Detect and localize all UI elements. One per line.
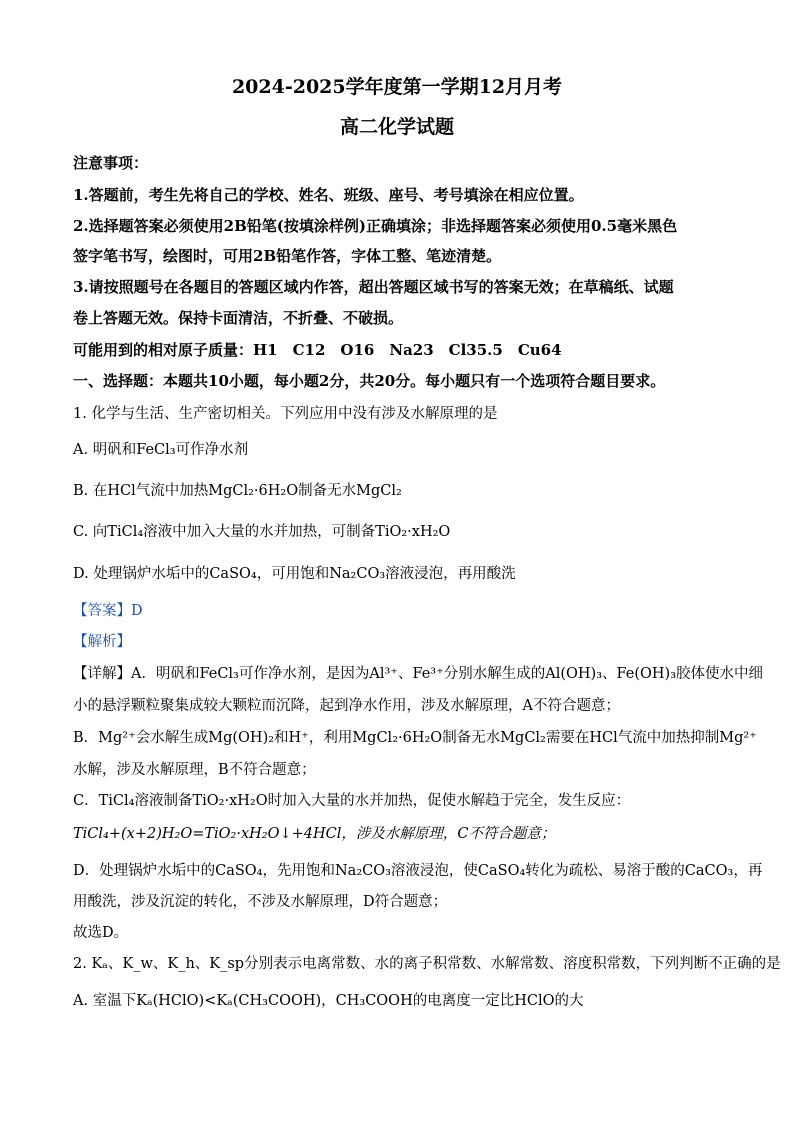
q1-option-b: B. 在HCl气流中加热MgCl₂·6H₂O制备无水MgCl₂ bbox=[73, 483, 402, 499]
q1-analysis-line: C．TiCl₄溶液制备TiO₂·xH₂O时加入大量的水并加热，促使水解趋于完全，发生反应： bbox=[73, 793, 631, 809]
q1-option-c: C. 向TiCl₄溶液中加入大量的水并加热，可制备TiO₂·xH₂O bbox=[73, 524, 451, 540]
notice-item-2: 2.选择题答案必须使用2B铅笔(按填涂样例)正确填涂；非选择题答案必须使用0.5毫米黑色 bbox=[73, 217, 678, 235]
q1-conclusion: 故选D。 bbox=[73, 925, 129, 941]
section-heading: 一、选择题：本题共10小题，每小题2分，共20分。每小题只有一个选项符合题目要求。 bbox=[73, 372, 666, 390]
q1-analysis-line: D．处理锅炉水垢中的CaSO₄，先用饱和Na₂CO₃溶液浸泡，使CaSO₄转化为疏松、易溶于酸的CaCO₃，再 bbox=[73, 863, 763, 879]
notice-item-3: 3.请按照题号在各题目的答题区域内作答，超出答题区域书写的答案无效；在草稿纸、试题 bbox=[73, 278, 674, 296]
exam-title: 2024-2025学年度第一学期12月月考 bbox=[231, 76, 563, 98]
q2-option-a: A. 室温下Kₐ(HClO)<Kₐ(CH₃COOH)，CH₃COOH的电离度一定比HClO的大 bbox=[73, 993, 584, 1009]
q1-analysis-line: 【详解】A．明矾和FeCl₃可作净水剂，是因为Al³⁺、Fe³⁺分别水解生成的Al(OH)₃、Fe(OH)₃胶体使水中细 bbox=[73, 666, 764, 682]
q1-answer: 【答案】D bbox=[73, 603, 143, 619]
notice-heading: 注意事项： bbox=[73, 154, 149, 172]
q1-option-d: D. 处理锅炉水垢中的CaSO₄，可用饱和Na₂CO₃溶液浸泡，再用酸洗 bbox=[73, 566, 516, 582]
q1-analysis-label: 【解析】 bbox=[73, 634, 131, 650]
exam-subtitle: 高二化学试题 bbox=[339, 116, 454, 138]
q1-analysis-equation: TiCl₄+(x+2)H₂O=TiO₂·xH₂O↓+4HCl，涉及水解原理，C不符合题意； bbox=[73, 826, 556, 842]
notice-item-2-cont: 签字笔书写，绘图时，可用2B铅笔作答，字体工整、笔迹清楚。 bbox=[73, 247, 502, 265]
q1-analysis-line: 小的悬浮颗粒聚集成较大颗粒而沉降，起到净水作用，涉及水解原理，A不符合题意； bbox=[73, 698, 620, 714]
notice-item-1: 1.答题前，考生先将自己的学校、姓名、班级、座号、考号填涂在相应位置。 bbox=[73, 186, 584, 204]
q1-analysis-line: B．Mg²⁺会水解生成Mg(OH)₂和H⁺，利用MgCl₂·6H₂O制备无水MgCl₂需要在HCl气流中加热抑制Mg²⁺ bbox=[73, 730, 757, 746]
q1-analysis-line: 水解，涉及水解原理，B不符合题意； bbox=[73, 762, 316, 778]
q1-stem: 1. 化学与生活、生产密切相关。下列应用中没有涉及水解原理的是 bbox=[73, 406, 498, 422]
atomic-masses: 可能用到的相对原子质量：H1 C12 O16 Na23 Cl35.5 Cu64 bbox=[73, 341, 562, 359]
notice-item-3-cont: 卷上答题无效。保持卡面清洁，不折叠、不破损。 bbox=[73, 309, 404, 327]
q1-analysis-line: 用酸洗，涉及沉淀的转化，不涉及水解原理，D符合题意； bbox=[73, 894, 448, 910]
q1-option-a: A. 明矾和FeCl₃可作净水剂 bbox=[73, 442, 249, 458]
q2-stem: 2. Kₐ、K_w、K_h、K_sp分别表示电离常数、水的离子积常数、水解常数、溶度积常数，下列判断不正确的是 bbox=[73, 956, 781, 972]
